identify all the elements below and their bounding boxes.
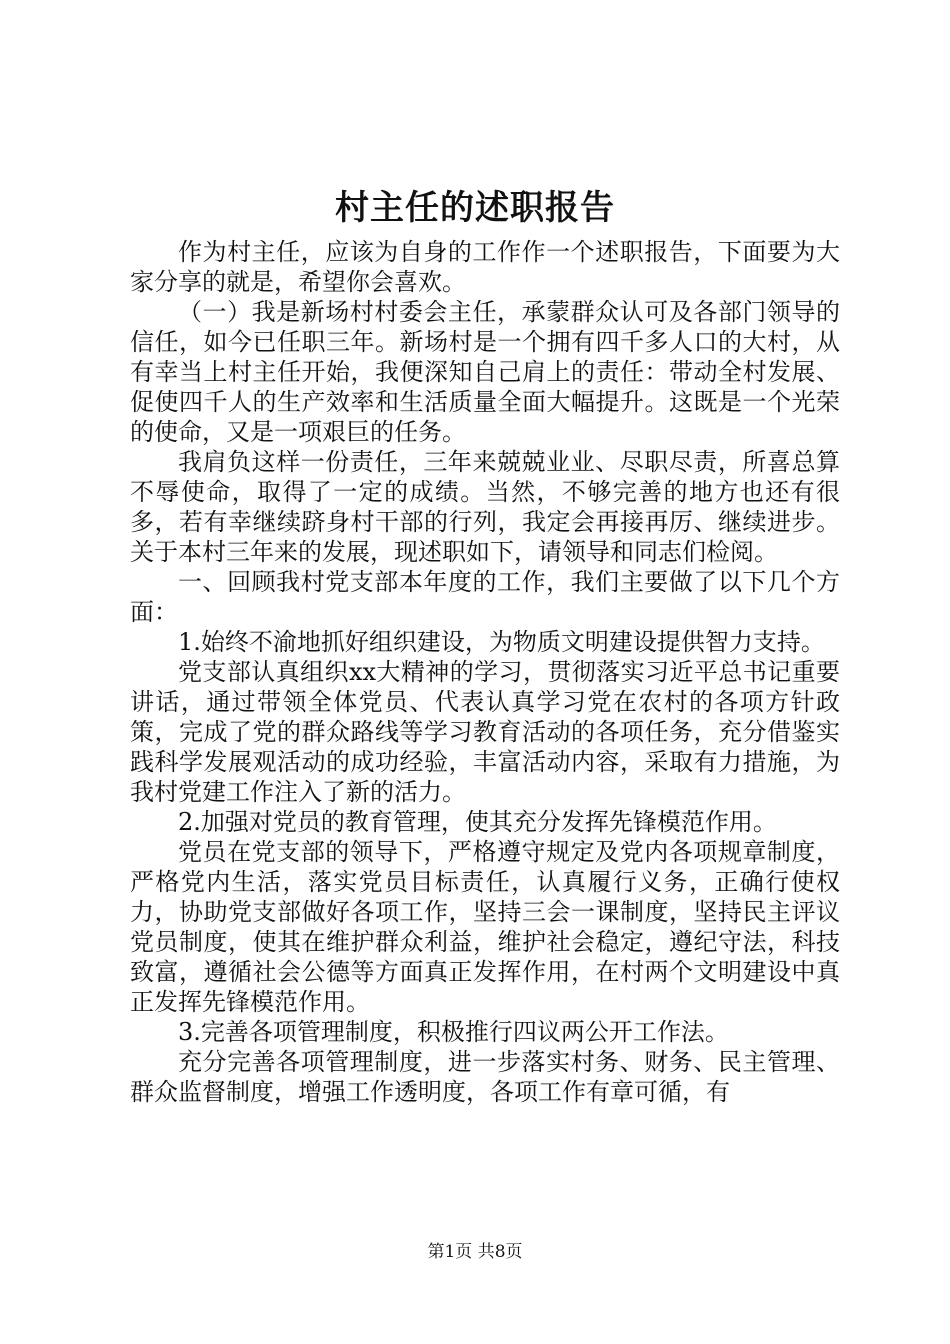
paragraph: 2.加强对党员的教育管理，使其充分发挥先锋模范作用。 xyxy=(178,808,777,836)
document-body xyxy=(130,237,840,1107)
paragraph: （一）我是新场村村委会主任，承蒙群众认可及各部门领导的信任，如今已任职三年。新场村是一个拥有四千多人口的大村，从有幸当上村主任开始，我便深知自己肩上的责任：带动全村发展、促使四千人的生产效率和生活质量全面大幅提升。这既是一个光荣的使命，又是一项艰巨的任务。 xyxy=(130,298,840,446)
document-title: 村主任的述职报告 xyxy=(335,188,615,228)
paragraph: 1.始终不渝地抓好组织建设，为物质文明建设提供智力支持。 xyxy=(178,628,825,656)
paragraph: 作为村主任，应该为自身的工作作一个述职报告，下面要为大家分享的就是，希望你会喜欢。 xyxy=(130,238,840,296)
page-number-footer: 第1页 共8页 xyxy=(427,1242,523,1262)
paragraph: 一、回顾我村党支部本年度的工作，我们主要做了以下几个方面： xyxy=(130,568,840,626)
paragraph: 我肩负这样一份责任，三年来兢兢业业、尽职尽责，所喜总算不辱使命，取得了一定的成绩。当然，不够完善的地方也还有很多，若有幸继续跻身村干部的行列，我定会再接再厉、继续进步。关于本村三年来的发展，现述职如下，请领导和同志们检阅。 xyxy=(130,448,840,566)
paragraph: 3.完善各项管理制度，积极推行四议两公开工作法。 xyxy=(178,1018,729,1046)
paragraph: 党员在党支部的领导下，严格遵守规定及党内各项规章制度，严格党内生活，落实党员目标责任，认真履行义务，正确行使权力，协助党支部做好各项工作，坚持三会一课制度，坚持民主评议党员制度，使其在维护群众利益，维护社会稳定，遵纪守法，科技致富，遵循社会公德等方面真正发挥作用，在村两个文明建设中真正发挥先锋模范作用。 xyxy=(130,838,840,1016)
paragraph: 充分完善各项管理制度，进一步落实村务、财务、民主管理、群众监督制度，增强工作透明度，各项工作有章可循，有 xyxy=(130,1048,840,1106)
paragraph: 党支部认真组织xx大精神的学习，贯彻落实习近平总书记重要讲话，通过带领全体党员、代表认真学习党在农村的各项方针政策，完成了党的群众路线等学习教育活动的各项任务，充分借鉴实践科学发展观活动的成功经验，丰富活动内容，采取有力措施，为我村党建工作注入了新的活力。 xyxy=(130,658,840,806)
